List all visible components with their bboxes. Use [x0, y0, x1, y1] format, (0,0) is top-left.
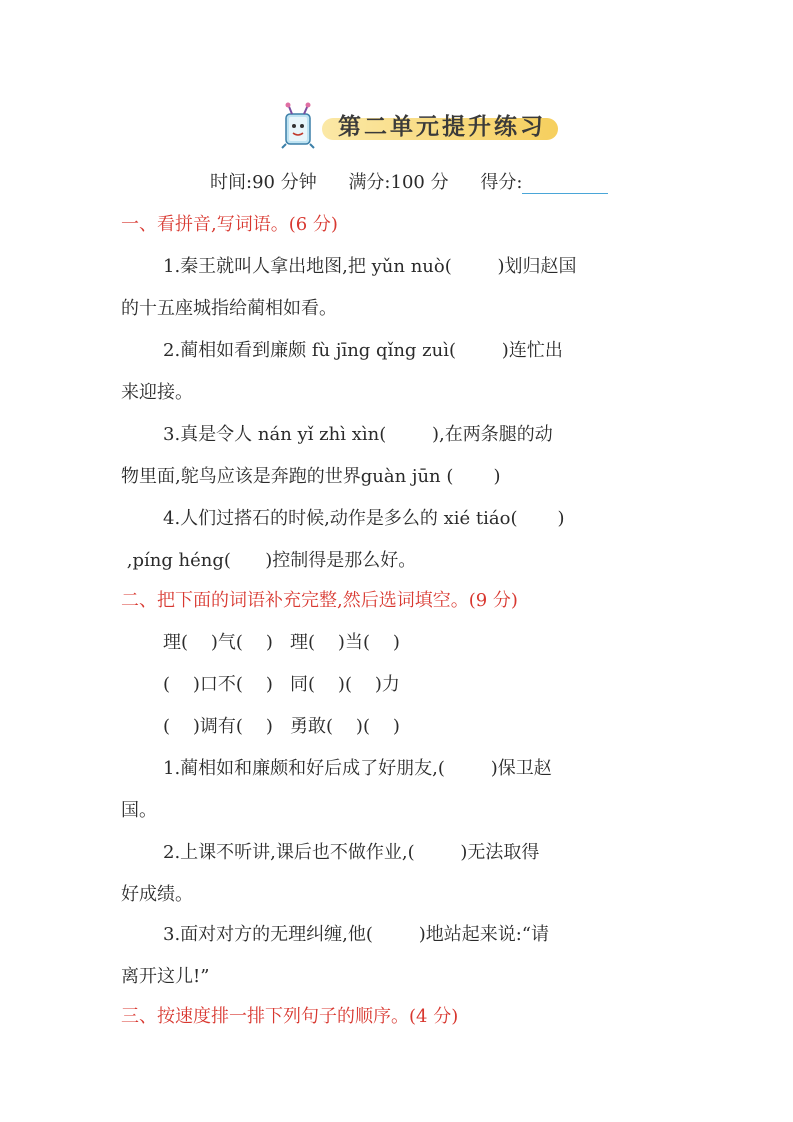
- s2-line-5: 3.面对对方的无理纠缠,他( )地站起来说:“请: [163, 924, 549, 945]
- s2-line-1: 1.蔺相如和廉颇和好后成了好朋友,( )保卫赵: [163, 758, 552, 779]
- s2-line-6: 离开这儿!”: [121, 966, 210, 987]
- s1-line-4: 来迎接。: [121, 382, 193, 403]
- word-row-2: ( )口不( ) 同( )( )力: [163, 674, 400, 695]
- full-score-label: 满分:100 分: [348, 172, 449, 193]
- exam-meta: [210, 168, 608, 194]
- s1-line-8: ,píng héng( )控制得是那么好。: [121, 550, 417, 571]
- word-row-3: ( )调有( ) 勇敢( )( ): [163, 716, 400, 737]
- page-title: 第二单元提升练习: [338, 113, 546, 140]
- s1-line-3: 2.蔺相如看到廉颇 fù jīng qǐng zuì( )连忙出: [163, 340, 563, 361]
- section2-heading: 二、把下面的词语补充完整,然后选词填空。(9 分): [121, 590, 518, 611]
- s1-line-2: 的十五座城指给蔺相如看。: [121, 298, 337, 319]
- section1-heading: 一、看拼音,写词语。(6 分): [121, 214, 338, 235]
- time-label: 时间:90 分钟: [210, 172, 317, 193]
- book-mascot-icon: [278, 102, 320, 150]
- title-banner: [278, 100, 568, 152]
- s1-line-1: 1.秦王就叫人拿出地图,把 yǔn nuò( )划归赵国: [163, 256, 577, 277]
- s2-line-4: 好成绩。: [121, 884, 193, 905]
- score-label: 得分:: [480, 172, 523, 193]
- score-field[interactable]: [522, 175, 608, 194]
- s2-line-3: 2.上课不听讲,课后也不做作业,( )无法取得: [163, 842, 540, 863]
- s1-line-5: 3.真是令人 nán yǐ zhì xìn( ),在两条腿的动: [163, 424, 553, 445]
- word-row-1: 理( )气( ) 理( )当( ): [163, 632, 400, 653]
- s2-line-2: 国。: [121, 800, 157, 821]
- s1-line-7: 4.人们过搭石的时候,动作是多么的 xié tiáo( ): [163, 508, 565, 529]
- section3-heading: 三、按速度排一排下列句子的顺序。(4 分): [121, 1006, 459, 1027]
- s1-line-6: 物里面,鸵鸟应该是奔跑的世界guàn jūn ( ): [121, 466, 501, 487]
